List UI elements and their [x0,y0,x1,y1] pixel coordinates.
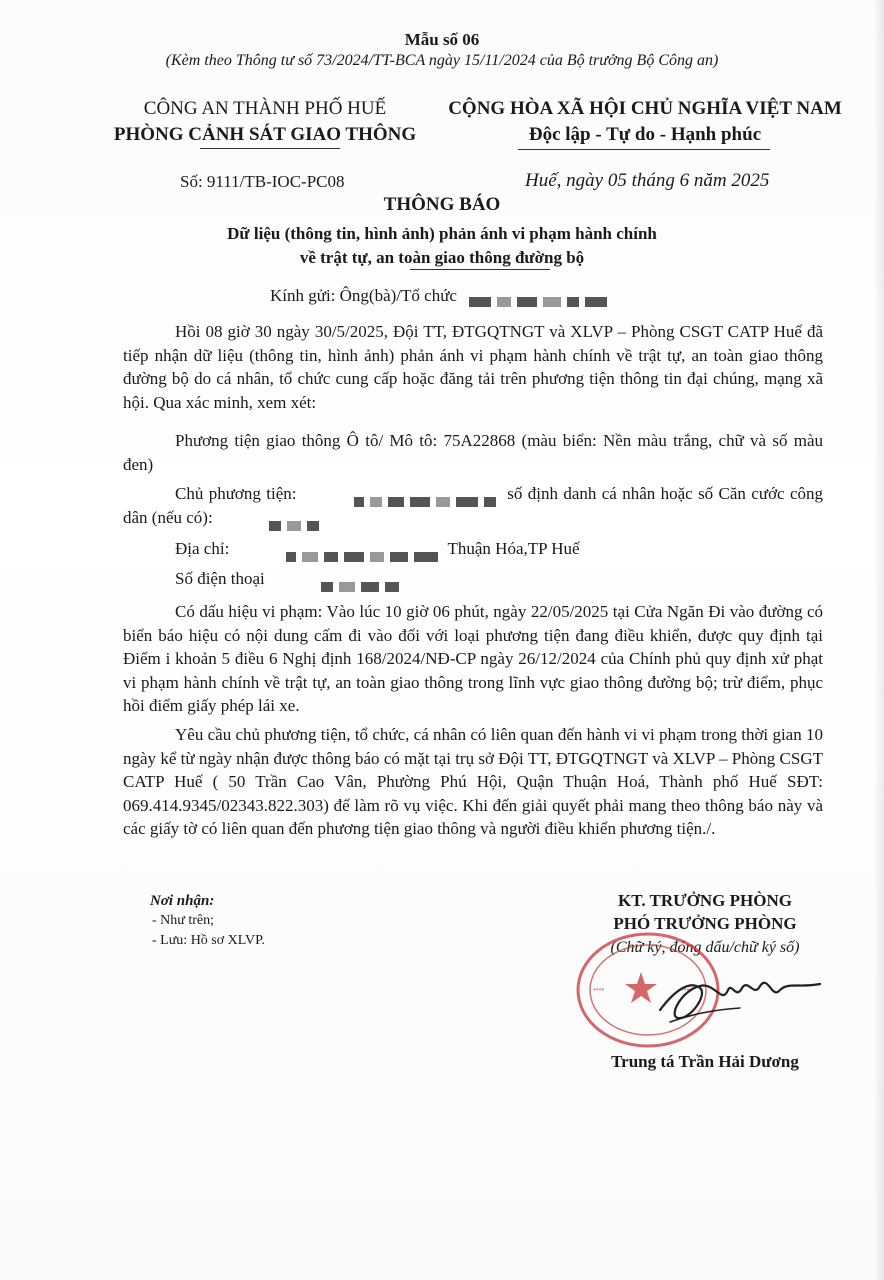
redacted-owner [302,489,502,501]
recipient-line [270,286,613,306]
signer-name: Trung tá Trần Hải Dương [611,1052,799,1071]
agency-underline [200,148,340,149]
address-label: Địa chỉ: [175,539,230,558]
document-number: Số: 9111/TB-IOC-PC08 [180,172,345,191]
redacted-owner-id [217,513,325,525]
agency-parent: CÔNG AN THÀNH PHỐ HUẾ [143,98,387,119]
owner-id-label: số định danh cá nhân hoặc số Căn cước công dân (nếu có): [123,484,824,527]
paragraph-phone [123,567,823,591]
paragraph-address [123,537,823,561]
subtitle-line-2: về trật tự, an toàn giao thông đường bộ [299,248,585,267]
paragraph-received: Hồi 08 giờ 30 ngày 30/5/2025, Đội TT, ĐTGQTNGT và XLVP – Phòng CSGT CATP Huế đã tiếp nhận dữ liệu (thông tin, hình ảnh) phản ánh vi phạm hành chính về trật tự, an toàn giao thông đường bộ do cá nhân, tổ chức cung cấp hoặc đăng tải trên phương tiện thông tin đại chúng, mạng xã hội. Qua xác minh, xem xét: [123,322,823,412]
paragraph-violation: Có dấu hiệu vi phạm: Vào lúc 10 giờ 06 phút, ngày 22/05/2025 tại Cửa Ngăn Đi vào đường có biển báo hiệu có nội dung cấm đi vào đối với loại phương tiện đang điều khiển, được quy định tại Điểm i khoản 5 điều 6 Nghị định 168/2024/NĐ-CP ngày 26/12/2024 của Chính phủ quy định xử phạt vi phạm hành chính về trật tự, an toàn giao thông trong lĩnh vực giao thông đường bộ; trừ điểm, phục hồi điểm giấy phép lái xe. [123,602,823,715]
subtitle-underline [410,269,550,270]
paragraph-request: Yêu cầu chủ phương tiện, tổ chức, cá nhân có liên quan đến hành vi vi phạm trong thời gian 10 ngày kể từ ngày nhận được thông báo có mặt tại trụ sở Đội TT, ĐTGQTNGT và XLVP – Phòng CSGT CATP Huế ( 50 Trần Cao Vân, Phường Phú Hội, Quận Thuận Hoá, Thành phố Huế SĐT: 069.414.9345/02343.822.303) để làm rõ vụ việc. Khi đến giải quyết phải mang theo thông báo này và các giấy tờ có liên quan đến phương tiện giao thông và người điều khiển phương tiện./. [123,725,823,838]
nation-motto: Độc lập - Tự do - Hạnh phúc [528,124,762,145]
nation-name: CỘNG HÒA XÃ HỘI CHỦ NGHĨA VIỆT NAM [448,98,842,119]
paragraph-owner [123,482,823,529]
agency-department: PHÒNG CẢNH SÁT GIAO THÔNG [113,124,417,145]
signer-title-2: PHÓ TRƯỞNG PHÒNG [613,914,797,933]
svg-text:••••: •••• [593,985,605,994]
document-subtitle [0,222,884,270]
national-heading [430,96,860,148]
page-edge-shadow [874,0,884,1280]
form-number: Mẫu số 06 [404,30,480,49]
attached-note: (Kèm theo Thông tư số 73/2024/TT-BCA ngày 15/11/2024 của Bộ trưởng Bộ Công an) [165,52,719,69]
recipient-item: - Như trên; [152,913,215,928]
redacted-recipient [469,291,613,303]
document-title: THÔNG BÁO [383,194,501,215]
subtitle-line-1: Dữ liệu (thông tin, hình ảnh) phản ánh vi phạm hành chính [227,224,657,243]
owner-label: Chủ phương tiện: [175,484,297,503]
handwritten-signature [630,960,830,1040]
signer-title-1: KT. TRƯỞNG PHÒNG [618,891,792,910]
address-tail: Thuận Hóa,TP Huế [447,539,580,558]
phone-label: Số điện thoại [175,569,265,588]
svg-text:••••: •••• [681,985,693,994]
document-date: Huế, ngày 05 tháng 6 năm 2025 [525,170,770,191]
recipient-label: Kính gửi: Ông(bà)/Tổ chức [270,286,457,305]
redacted-address [234,544,444,556]
redacted-phone [269,574,405,586]
signature-note: (Chữ ký, đóng dấu/chữ ký số) [610,939,800,956]
paragraph-vehicle: Phương tiện giao thông Ô tô/ Mô tô: 75A22868 (màu biển: Nền màu trắng, chữ và số màu đen) [123,431,823,474]
motto-underline [518,149,770,150]
recipients-title: Nơi nhận: [150,893,215,909]
issuing-agency [100,96,430,148]
recipient-item: - Lưu: Hồ sơ XLVP. [152,933,265,948]
